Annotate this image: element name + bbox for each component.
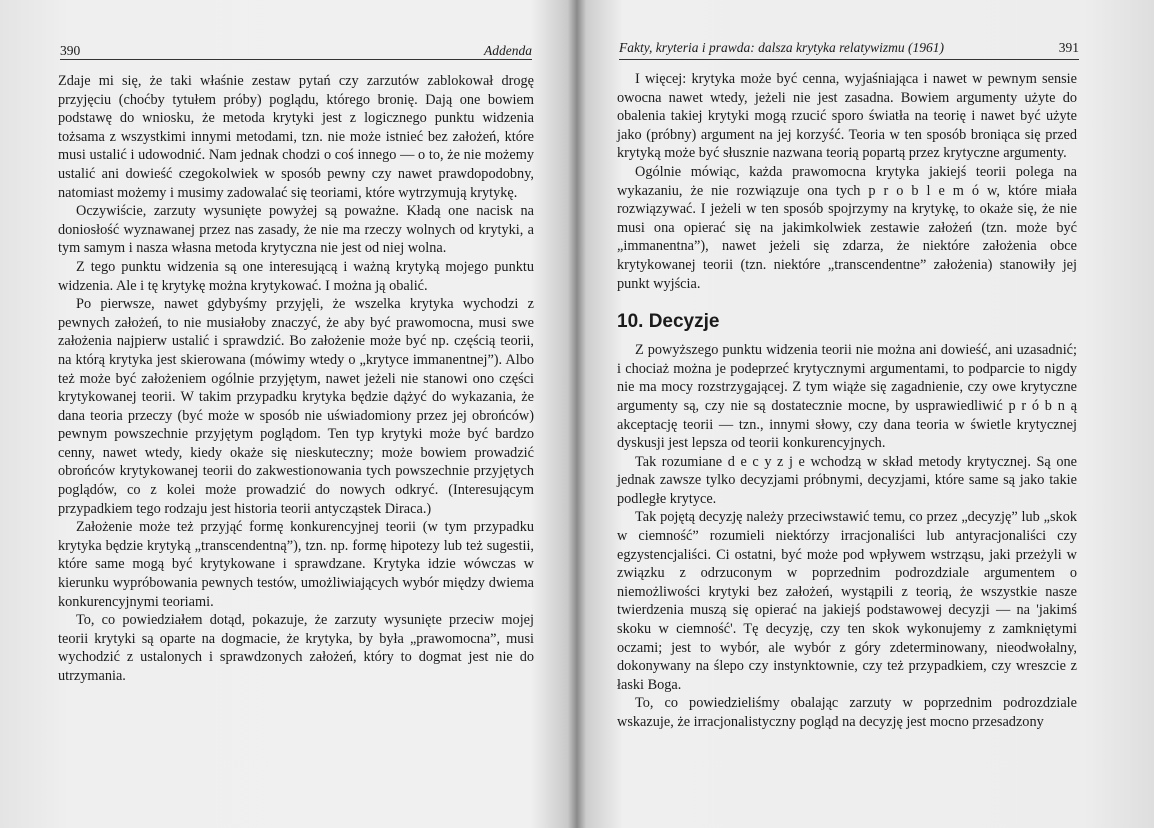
page-number-left: 390 xyxy=(60,43,81,58)
paragraph: To, co powiedzieliśmy obalając zarzuty w poprzednim podrozdziale wskazuje, że irracjonalistyczny pogląd na decyzję jest mocno przesadzony xyxy=(617,695,1077,730)
paragraph: Z tego punktu widzenia są one interesującą i ważną krytyką mojego punktu widzenia. Ale i tę krytykę można krytykować. I można ją obalić. xyxy=(58,258,534,294)
left-running-header xyxy=(60,40,532,60)
page-number-right: 391 xyxy=(1058,40,1079,55)
paragraph: Ogólnie mówiąc, każda prawomocna krytyka jakiejś teorii polega na wykazaniu, że nie rozwiązuje ona tych p r o b l e m ó w, które miała rozwiązywać. I jeżeli w ten sposób spojrzymy na krytykę, to okaże się, że nie musi ona opierać się na jakimkolwiek zestawie założeń (tzn. może być „immanentna”), nawet jeżeli się zdarza, że niektóre założenia obce krytykowanej teorii (tzn. niektóre „transcendentne” założenia) stanowiły jej punkt wyjścia. xyxy=(617,163,1077,292)
section-heading: 10. Decyzje xyxy=(617,311,720,333)
running-title-right: Fakty, kryteria i prawda: dalsza krytyka relatywizmu (1961) xyxy=(619,40,944,55)
paragraph: Oczywiście, zarzuty wysunięte powyżej są poważne. Kładą one nacisk na doniosłość wyznawanej przez nas zasady, że nie ma rzeczy wolnych od krytyki, a tym samym i nasza własna metoda krytyczna nie jest od niej wolna. xyxy=(58,203,534,257)
right-running-header xyxy=(619,40,1079,60)
right-body-text xyxy=(617,70,1077,732)
running-title-left: Addenda xyxy=(484,43,532,58)
paragraph: Z powyższego punktu widzenia teorii nie można ani dowieść, ani uzasadnić; i chociaż można je podeprzeć krytycznymi argumentami, to podparcie to nigdy nie ma mocy rozstrzygającej. Z tym wiąże się zagadnienie, czy owe krytyczne argumenty są, czy nie są dostatecznie mocne, by usprawiedliwić p r ó b n ą akceptację teorii — tzn., innymi słowy, czy dana teoria w świetle krytycznej dyskusji jest lepsza od teorii konkurencyjnych. xyxy=(617,342,1077,452)
left-body-text xyxy=(58,72,534,686)
paragraph: To, co powiedziałem dotąd, pokazuje, że zarzuty wysunięte przeciw mojej teorii krytyki są oparte na dogmacie, że krytyka, by była „prawomocna”, musi wychodzić z ustalonych i sprawdzonych założeń, który to dogmat jest nie do utrzymania. xyxy=(58,612,534,684)
paragraph: Zdaje mi się, że taki właśnie zestaw pytań czy zarzutów zablokował drogę przyjęciu (choćby tytułem próby) poglądu, którego bronię. Dają one bowiem podstawę do wniosku, że metoda krytyki jest z logicznego punktu widzenia tożsama z wszystkimi innymi metodami, tzn. nie może istnieć bez założeń, które musi ustalić i udowodnić. Nam jednak chodzi o coś innego — o to, że nie możemy ustalić ani dowieść czegokolwiek w sposób pewny czy nawet prawdopodobny, natomiast możemy i musimy zadowalać się teoriami, które wytrzymują krytykę. xyxy=(58,73,534,201)
paragraph: Tak rozumiane d e c y z j e wchodzą w skład metody krytycznej. Są one jednak zawsze tylko decyzjami próbnymi, decyzjami, które same są jako takie podległe krytyce. xyxy=(617,453,1077,507)
paragraph: Tak pojętą decyzję należy przeciwstawić temu, co przez „decyzję” lub „skok w ciemność” rozumieli niektórzy irracjonaliści lub antyracjonaliści czy egzystencjaliści. Ci ostatni, być może pod wpływem wstrząsu, jaki przeżyli w związku z odrzuconym w poprzednim podrozdziale argumentem o niemożliwości krytyki bez założeń, wystąpili z teorią, że wszystkie nasze twierdzenia muszą się opierać na jakiejś podstawowej decyzji — na 'jakimś skoku w ciemność'. Tę decyzję, czy ten skok wykonujemy z zamkniętymi oczami; jest to wybór, ale wybór z góry zdeterminowany, nieodwołalny, dokonywany na ślepo czy instynktownie, czy też przypadkiem, czy wreszcie z łaski Boga. xyxy=(617,509,1077,693)
right-page xyxy=(577,0,1154,828)
paragraph: I więcej: krytyka może być cenna, wyjaśniająca i nawet w pewnym sensie owocna nawet wtedy, jeżeli nie jest zasadna. Bowiem argumenty użyte do obalenia takiej krytyki mogą rzucić sporo światła na teorię i nawet być użyte jako (próbny) argument na jej korzyść. Teoria w ten sposób broniąca się przed krytyką może być słusznie nazwana teorią popartą przez krytyczne argumenty. xyxy=(617,71,1077,162)
paragraph: Po pierwsze, nawet gdybyśmy przyjęli, że wszelka krytyka wychodzi z pewnych założeń, to nie musiałoby znaczyć, że aby być prawomocna, musi swe założenia najpierw ustalić i sprawdzić. Bo założenie może być np. częścią teorii, na którą krytyka jest skierowana (mówimy wtedy o „krytyce immanentnej”). Albo też może być założeniem ogólnie przyjętym, nawet jeżeli nie stanowi ono części krytykowanej teorii. W takim przypadku krytyka będzie dążyć do wykazania, że dana teoria przeczy (być może w sposób nie uświadomiony przez jej obrońców) pewnym powszechnie przyjętym poglądom. Ten typ krytyki może być bardzo cenny, nawet wtedy, kiedy okaże się nieskuteczny; może bowiem prowadzić obrońców krytykowanej teorii do zakwestionowania tych powszechnie przyjętych poglądów, co z kolei może prowadzić do nowych odkryć. (Interesującym przypadkiem tego rodzaju jest historia teorii antycząstek Diraca.) xyxy=(58,296,534,517)
paragraph: Założenie może też przyjąć formę konkurencyjnej teorii (w tym przypadku krytyka będzie krytyką „transcendentną”), tzn. np. formę hipotezy lub też sugestii, które same mogą być krytykowane i sprawdzane. Krytyka idzie wówczas w kierunku wypróbowania pewnych testów, umożliwiających wybór między dwiema konkurencyjnymi teoriami. xyxy=(58,519,534,610)
